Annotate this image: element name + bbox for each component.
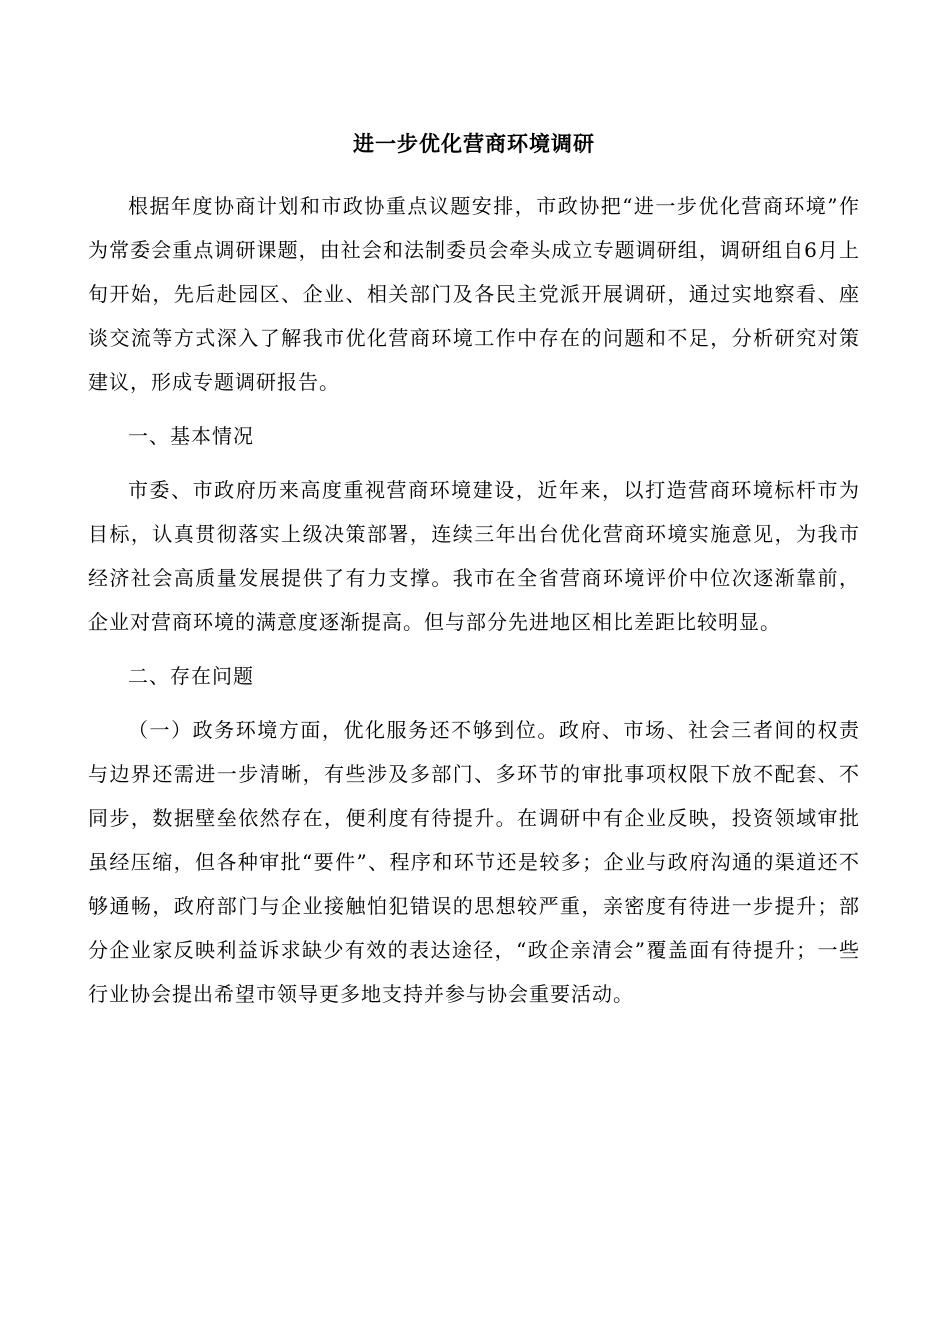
basic-situation-paragraph: 市委、市政府历来高度重视营商环境建设，近年来，以打造营商环境标杆市为目标，认真贯彻落实上级决策部署，连续三年出台优化营商环境实施意见，为我市经济社会高质量发展提供了有力支撑。我市在全省营商环境评价中位次逐渐靠前，企业对营商环境的满意度逐渐提高。但与部分先进地区相比差距比较明显。	[88, 478, 860, 634]
intro-paragraph: 根据年度协商计划和市政协重点议题安排，市政协把“进一步优化营商环境”作为常委会重点调研课题，由社会和法制委员会牵头成立专题调研组，调研组自6月上旬开始，先后赴园区、企业、相关部门及各民主党派开展调研，通过实地察看、座谈交流等方式深入了解我市优化营商环境工作中存在的问题和不足，分析研究对策建议，形成专题调研报告。	[88, 194, 860, 394]
document-page	[88, 130, 860, 1026]
problem-item-paragraph: （一）政务环境方面，优化服务还不够到位。政府、市场、社会三者间的权责与边界还需进一步清晰，有些涉及多部门、多环节的审批事项权限下放不配套、不同步，数据壁垒依然存在，便利度有待提升。在调研中有企业反映，投资领域审批虽经压缩，但各种审批“要件”、程序和环节还是较多；企业与政府沟通的渠道还不够通畅，政府部门与企业接触怕犯错误的思想较严重，亲密度有待进一步提升；部分企业家反映利益诉求缺少有效的表达途径，“政企亲清会”覆盖面有待提升；一些行业协会提出希望市领导更多地支持并参与协会重要活动。	[88, 718, 860, 1006]
document-title: 进一步优化营商环境调研	[353, 131, 595, 156]
section-heading-basic-situation: 一、基本情况	[128, 424, 254, 448]
section-heading-existing-problems: 二、存在问题	[128, 664, 254, 688]
